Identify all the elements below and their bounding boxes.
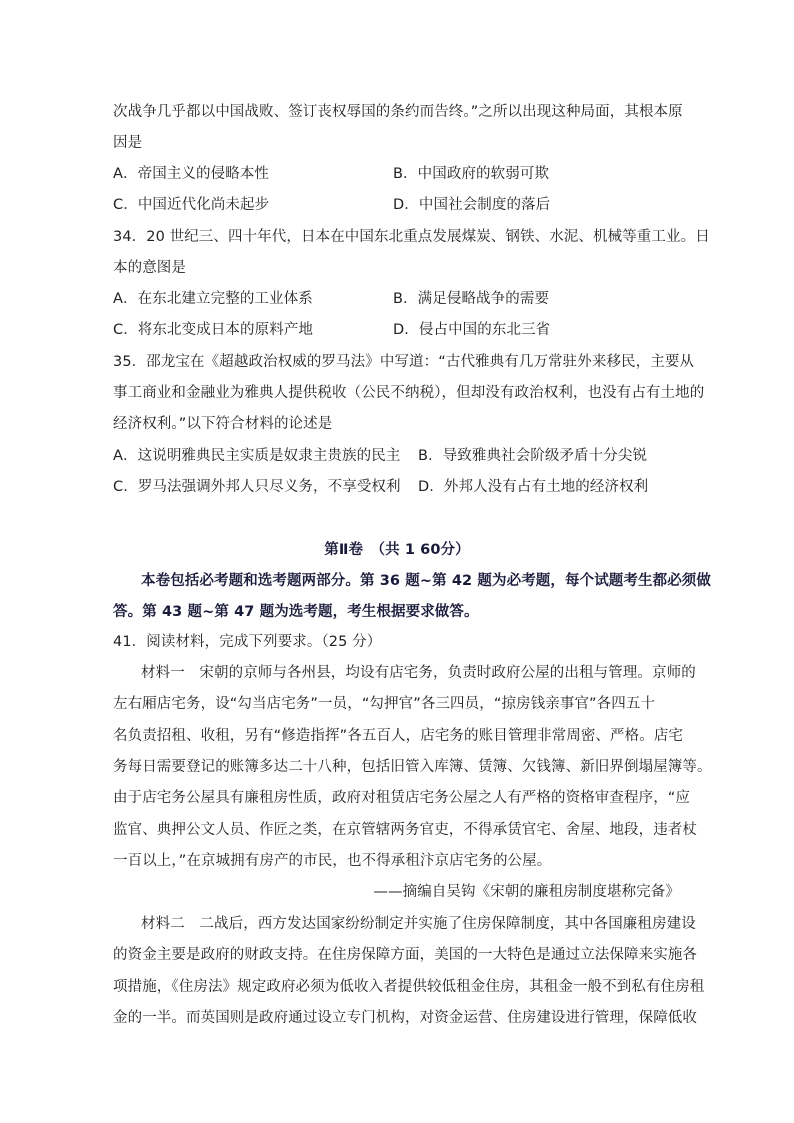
q33-option-a: A．帝国主义的侵略本性 [113,166,270,182]
q34-stem-line1: 34．20 世纪三、四十年代，日本在中国东北重点发展煤炭、钢铁、水泥、机械等重工业。日 [113,229,710,245]
q34-stem-line2: 本的意图是 [113,260,186,276]
q35-option-d: D．外邦人没有占有土地的经济权利 [418,479,649,495]
q35-stem-line1: 35．邵龙宝在《超越政治权威的罗马法》中写道：“古代雅典有几万常驻外来移民，主要从 [113,354,695,370]
q41-material1-line: 一百以上，”在京城拥有房产的市民，也不得承租汴京店宅务的公屋。 [113,853,552,869]
q33-stem-line2: 因是 [113,135,143,151]
q41-material1-line: 名负责招租、收租，另有“修造指挥”各五百人，店宅务的账目管理非常周密、严格。店宅 [113,728,684,744]
q33-options-row1 [113,164,550,184]
q34-option-a: A．在东北建立完整的工业体系 [113,291,313,307]
q34-options-row2 [113,320,551,340]
q41-material2-line: 金的一半。而英国则是政府通过设立专门机构，对资金运营、住房建设进行管理，保障低收 [113,1010,697,1026]
q34-option-b: B．满足侵略战争的需要 [393,291,550,307]
q34-option-d: D．侵占中国的东北三省 [393,322,551,338]
q41-stem: 41．阅读材料，完成下列要求。（25 分） [113,634,382,650]
q41-material1-line: 由于店宅务公屋具有廉租房性质，政府对租赁店宅务公屋之人有严格的资格审查程序，“应 [113,790,691,806]
section2-title: 第Ⅱ卷 （共 1 60分） [324,542,470,558]
q35-options-row2 [113,477,649,497]
q35-option-b: B．导致雅典社会阶级矛盾十分尖锐 [418,448,648,464]
q41-material2-line: 材料二 二战后，西方发达国家纷纷制定并实施了住房保障制度，其中各国廉租房建设 [141,916,696,932]
q35-option-a: A．这说明雅典民主实质是奴隶主贵族的民主 [113,448,401,464]
section2-intro-line2: 答。第 43 题~第 47 题为选考题，考生根据要求做答。 [113,604,479,620]
q41-material1-line: 监官、典押公文人员、作匠之类，在京管辖两务官吏，不得承赁官宅、舍屋、地段，违者杖 [113,822,697,838]
q41-material2-line: 项措施，《住房法》规定政府必须为低收入者提供较低租金住房，其租金一般不到私有住房租 [113,979,705,995]
q33-option-b: B．中国政府的软弱可欺 [393,166,550,182]
q33-option-d: D．中国社会制度的落后 [393,197,551,213]
q41-material1-line: 材料一 宋朝的京师与各州县，均设有店宅务，负责时政府公屋的出租与管理。京师的 [141,665,696,681]
q34-options-row1 [113,289,550,309]
q34-option-c: C．将东北变成日本的原料产地 [113,322,314,338]
section2-intro-line1: 本卷包括必考题和选考题两部分。第 36 题~第 42 题为必考题，每个试题考生都必须做 [141,573,711,589]
q41-material2-line: 的资金主要是政府的财政支持。在住房保障方面，美国的一大特色是通过立法保障来实施各 [113,947,697,963]
q41-material1-line: 左右厢店宅务，设“勾当店宅务”一员，“勾押官”各三四员，“掠房钱亲事官”各四五十 [113,696,656,712]
q41-material1-source: ——摘编自吴钩《宋朝的廉租房制度堪称完备》 [373,884,680,900]
q41-material1-line: 务每日需要登记的账簿多达二十八种，包括旧管入库簿、赁簿、欠钱簿、新旧界倒塌屋簿等。 [113,759,712,775]
q33-stem-line1: 次战争几乎都以中国战败、签订丧权辱国的条约而告终。”之所以出现这种局面，其根本原 [113,104,683,120]
q33-options-row2 [113,195,551,215]
q33-option-c: C．中国近代化尚未起步 [113,197,270,213]
q35-stem-line3: 经济权利。”以下符合材料的论述是 [113,416,333,432]
q35-options-row1 [113,446,648,466]
q35-option-c: C．罗马法强调外邦人只尽义务，不享受权利 [113,479,401,495]
q35-stem-line2: 事工商业和金融业为雅典人提供税收（公民不纳税），但却没有政治权利，也没有占有土地的 [113,385,705,401]
